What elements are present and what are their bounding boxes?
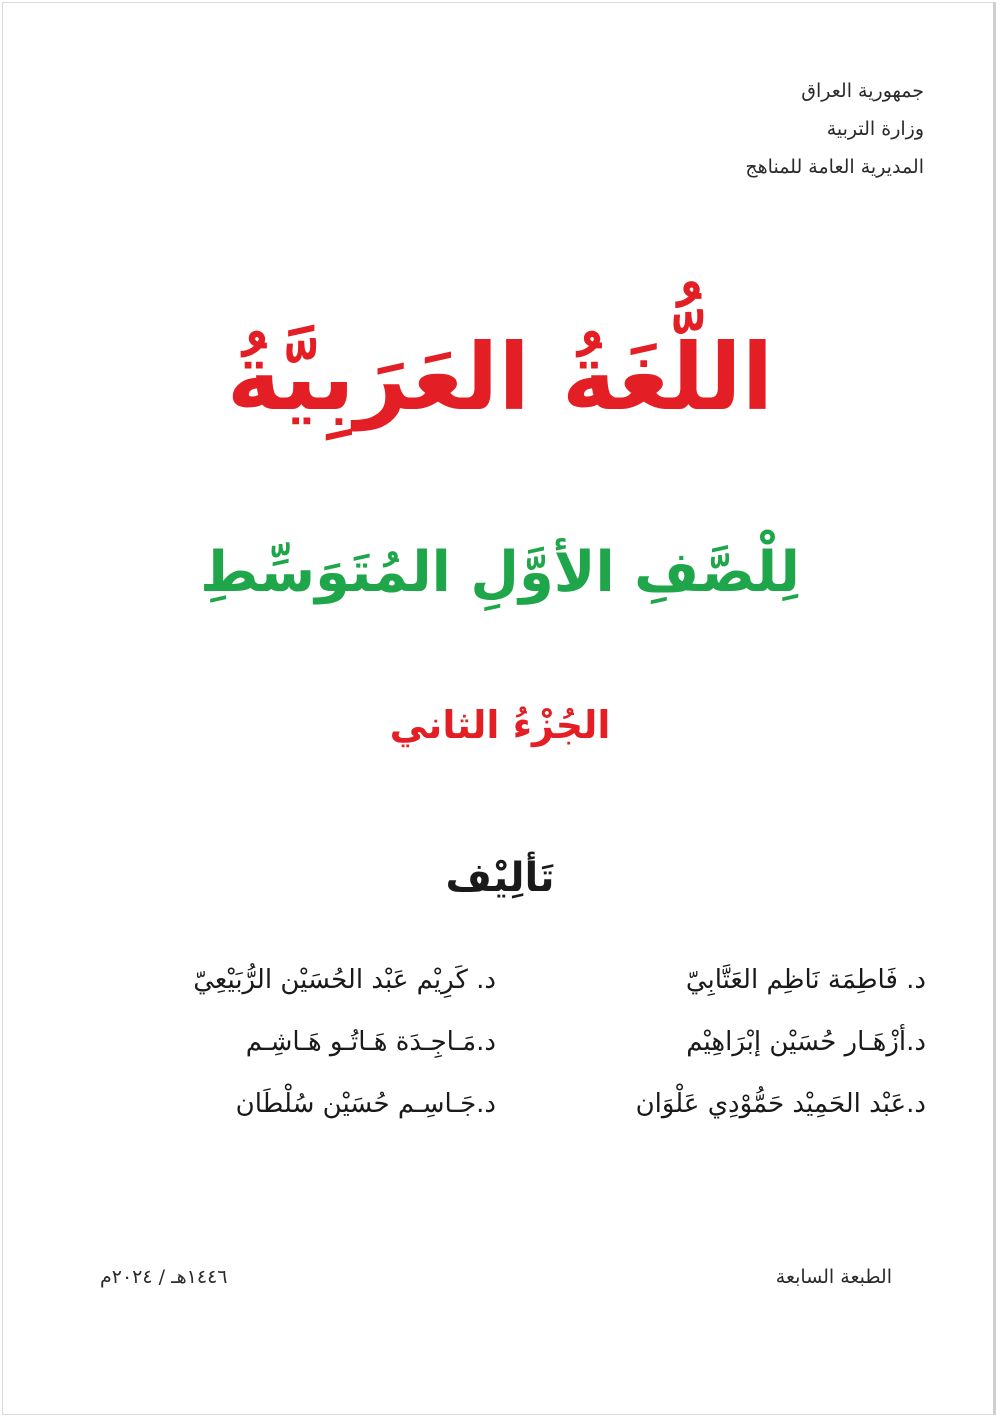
book-part: الجُزْءُ الثاني — [389, 703, 611, 747]
issuer-country: جمهورية العراق — [801, 80, 924, 102]
author-name: د. كَرِيْم عَبْد الحُسَيْن الرُّبَيْعِيّ — [193, 965, 496, 995]
authors-list — [76, 948, 926, 1148]
issuer-header — [524, 72, 924, 186]
author-name: د.جَـاسِـم حُسَيْن سُلْطَان — [235, 1089, 496, 1119]
issuer-directorate: المديرية العامة للمناهج — [745, 156, 924, 178]
authorship-heading: تَألِيْف — [445, 855, 555, 901]
book-grade: لِلْصَّفِ الأوَّلِ المُتَوَسِّطِ — [200, 540, 800, 605]
publication-date: ١٤٤٦هـ / ٢٠٢٤م — [100, 1266, 228, 1288]
author-name: د.عَبْد الحَمِيْد حَمُّوْدِي عَلْوَان — [635, 1089, 926, 1119]
edition-label: الطبعة السابعة — [775, 1266, 892, 1288]
book-title: اللُّغَةُ العَرَبِيَّةُ — [226, 324, 774, 431]
author-name: د.مَـاجِـدَة هَـاتُـو هَـاشِـم — [245, 1027, 496, 1057]
issuer-ministry: وزارة التربية — [826, 118, 924, 140]
author-name: د.أزْهَـار حُسَيْن إبْرَاهِيْم — [686, 1027, 926, 1057]
author-name: د. فَاطِمَة نَاظِم العَتَّابِيّ — [685, 965, 926, 995]
